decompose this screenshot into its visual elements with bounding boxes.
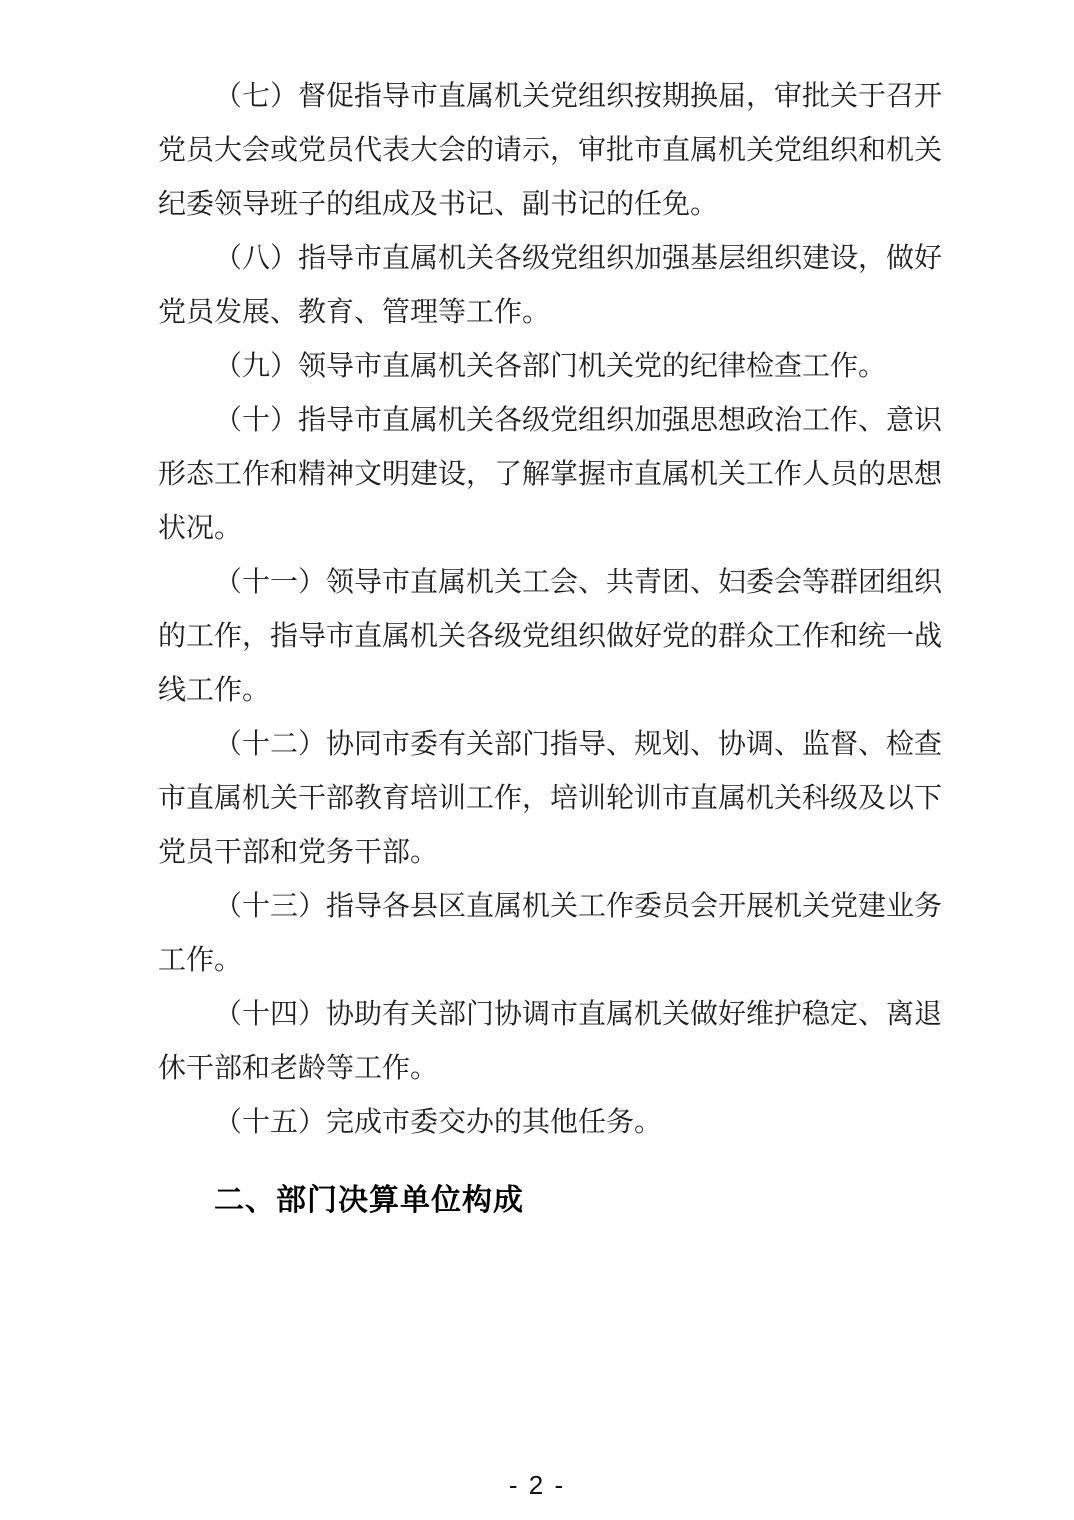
paragraph: （十三）指导各县区直属机关工作委员会开展机关党建业务工作。 [158,891,943,976]
paragraph: （八）指导市直属机关各级党组织加强基层组织建设，做好党员发展、教育、管理等工作。 [158,243,943,328]
paragraph: （九）领导市直属机关各部门机关党的纪律检查工作。 [214,351,887,382]
paragraph: （十二）协同市委有关部门指导、规划、协调、监督、检查市直属机关干部教育培训工作，培训轮训市直属机关科级及以下党员干部和党务干部。 [158,729,943,868]
paragraph: （七）督促指导市直属机关党组织按期换届，审批关于召开党员大会或党员代表大会的请示，审批市直属机关党组织和机关纪委领导班子的组成及书记、副书记的任免。 [158,81,943,220]
paragraph: （十四）协助有关部门协调市直属机关做好维护稳定、离退休干部和老龄等工作。 [158,999,943,1084]
paragraph: （十）指导市直属机关各级党组织加强思想政治工作、意识形态工作和精神文明建设，了解掌握市直属机关工作人员的思想状况。 [158,405,943,544]
paragraph-list [158,70,942,1150]
paragraph: （十五）完成市委交办的其他任务。 [214,1107,663,1138]
page-number: - 2 - [508,1470,566,1500]
paragraph: （十一）领导市直属机关工会、共青团、妇委会等群团组织的工作，指导市直属机关各级党组织做好党的群众工作和统一战线工作。 [158,567,943,706]
page-footer [0,1470,1074,1501]
document-body [158,70,942,1228]
section-heading: 二、部门决算单位构成 [214,1184,524,1217]
